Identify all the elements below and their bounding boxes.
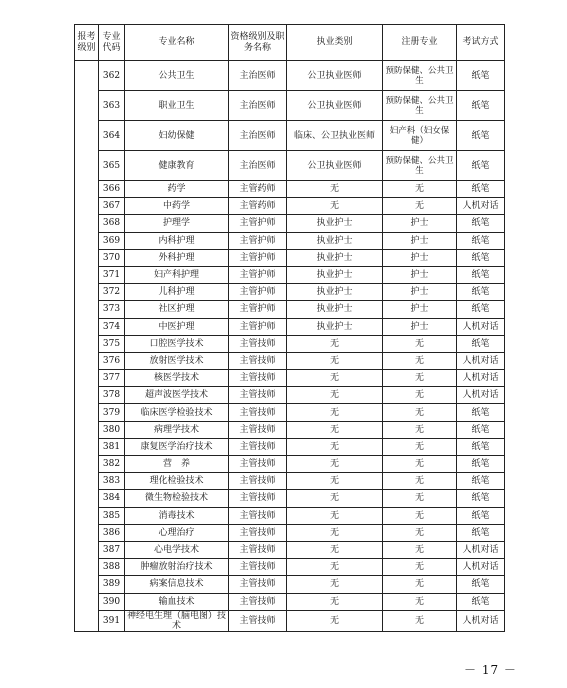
cell-code: 391 [99,610,125,631]
cell-name: 神经电生理（脑电图）技术 [125,610,229,631]
cell-name: 理化检验技术 [125,473,229,490]
cell-name: 超声波医学技术 [125,387,229,404]
table-row [75,352,505,369]
cell-registration: 无 [383,370,457,387]
cell-exam-method: 纸笔 [457,421,505,438]
cell-registration: 护士 [383,301,457,318]
cell-title: 主治医师 [229,151,287,181]
cell-exam-method: 纸笔 [457,181,505,198]
cell-title: 主管技师 [229,576,287,593]
table-row [75,198,505,215]
cell-title: 主管技师 [229,490,287,507]
cell-registration: 无 [383,181,457,198]
cell-exam-method: 纸笔 [457,438,505,455]
cell-category: 无 [287,198,383,215]
cell-name: 病理学技术 [125,421,229,438]
cell-category: 执业护士 [287,284,383,301]
table-row [75,507,505,524]
cell-name: 内科护理 [125,232,229,249]
cell-exam-method: 人机对话 [457,370,505,387]
cell-registration: 无 [383,404,457,421]
cell-category: 无 [287,541,383,558]
table-row [75,473,505,490]
cell-title: 主管药师 [229,181,287,198]
cell-category: 执业护士 [287,232,383,249]
table-row [75,266,505,283]
cell-registration: 无 [383,456,457,473]
cell-title: 主管护师 [229,266,287,283]
cell-code: 370 [99,249,125,266]
cell-code: 372 [99,284,125,301]
table-row [75,61,505,91]
cell-level-merged [75,61,99,632]
cell-registration: 无 [383,507,457,524]
cell-title: 主管技师 [229,559,287,576]
cell-exam-method: 纸笔 [457,232,505,249]
cell-registration: 无 [383,335,457,352]
cell-title: 主管技师 [229,541,287,558]
cell-category: 无 [287,473,383,490]
cell-registration: 无 [383,473,457,490]
cell-name: 妇产科护理 [125,266,229,283]
cell-title: 主管药师 [229,198,287,215]
cell-category: 执业护士 [287,215,383,232]
cell-code: 365 [99,151,125,181]
cell-title: 主管技师 [229,404,287,421]
cell-category: 无 [287,404,383,421]
cell-exam-method: 人机对话 [457,541,505,558]
cell-category: 无 [287,421,383,438]
cell-code: 376 [99,352,125,369]
cell-exam-method: 纸笔 [457,593,505,610]
cell-exam-method: 纸笔 [457,249,505,266]
cell-code: 389 [99,576,125,593]
cell-code: 386 [99,524,125,541]
cell-exam-method: 人机对话 [457,559,505,576]
cell-exam-method: 人机对话 [457,318,505,335]
table-row [75,490,505,507]
cell-registration: 护士 [383,249,457,266]
cell-code: 364 [99,121,125,151]
cell-title: 主管技师 [229,610,287,631]
cell-code: 390 [99,593,125,610]
cell-registration: 无 [383,490,457,507]
cell-category: 无 [287,490,383,507]
cell-title: 主治医师 [229,61,287,91]
cell-title: 主管技师 [229,352,287,369]
table-row [75,301,505,318]
cell-name: 心理治疗 [125,524,229,541]
table-row [75,387,505,404]
header-category: 执业类别 [287,25,383,61]
cell-category: 无 [287,610,383,631]
cell-name: 康复医学治疗技术 [125,438,229,455]
cell-name: 核医学技术 [125,370,229,387]
table-row [75,456,505,473]
cell-category: 无 [287,576,383,593]
table-row [75,559,505,576]
cell-exam-method: 纸笔 [457,335,505,352]
cell-name: 社区护理 [125,301,229,318]
cell-exam-method: 纸笔 [457,61,505,91]
table-row [75,151,505,181]
table-row [75,232,505,249]
cell-title: 主管技师 [229,473,287,490]
exam-specialty-table [74,24,505,632]
cell-registration: 无 [383,541,457,558]
cell-category: 执业护士 [287,266,383,283]
cell-exam-method: 人机对话 [457,198,505,215]
cell-category: 执业护士 [287,318,383,335]
table-row [75,593,505,610]
table-row [75,541,505,558]
cell-code: 384 [99,490,125,507]
cell-code: 374 [99,318,125,335]
cell-name: 临床医学检验技术 [125,404,229,421]
cell-name: 消毒技术 [125,507,229,524]
cell-title: 主管技师 [229,507,287,524]
cell-title: 主管护师 [229,249,287,266]
table-row [75,284,505,301]
cell-registration: 护士 [383,318,457,335]
cell-title: 主治医师 [229,91,287,121]
cell-name: 中药学 [125,198,229,215]
cell-category: 无 [287,524,383,541]
cell-category: 无 [287,438,383,455]
header-level: 报考级别 [75,25,99,61]
cell-registration: 无 [383,593,457,610]
cell-code: 373 [99,301,125,318]
table-row [75,370,505,387]
cell-registration: 预防保健、公共卫生 [383,91,457,121]
cell-name: 心电学技术 [125,541,229,558]
cell-registration: 护士 [383,284,457,301]
table-row [75,421,505,438]
cell-exam-method: 纸笔 [457,151,505,181]
cell-title: 主管护师 [229,215,287,232]
cell-name: 营 养 [125,456,229,473]
cell-exam-method: 纸笔 [457,473,505,490]
cell-exam-method: 纸笔 [457,301,505,318]
table-row [75,438,505,455]
cell-category: 无 [287,387,383,404]
cell-exam-method: 纸笔 [457,404,505,421]
cell-title: 主管技师 [229,421,287,438]
cell-category: 无 [287,507,383,524]
cell-name: 护理学 [125,215,229,232]
cell-code: 383 [99,473,125,490]
cell-code: 385 [99,507,125,524]
cell-name: 健康教育 [125,151,229,181]
cell-category: 临床、公卫执业医师 [287,121,383,151]
cell-category: 无 [287,352,383,369]
cell-name: 中医护理 [125,318,229,335]
cell-title: 主管技师 [229,593,287,610]
cell-registration: 无 [383,421,457,438]
cell-registration: 护士 [383,266,457,283]
cell-registration: 无 [383,610,457,631]
cell-title: 主管技师 [229,438,287,455]
table-row [75,610,505,631]
cell-title: 主管护师 [229,232,287,249]
cell-registration: 无 [383,352,457,369]
cell-code: 362 [99,61,125,91]
cell-code: 375 [99,335,125,352]
cell-name: 外科护理 [125,249,229,266]
header-exam-method: 考试方式 [457,25,505,61]
cell-registration: 护士 [383,215,457,232]
table-row [75,576,505,593]
cell-title: 主管技师 [229,524,287,541]
cell-title: 主管技师 [229,335,287,352]
cell-title: 主管护师 [229,284,287,301]
cell-name: 微生物检验技术 [125,490,229,507]
cell-code: 363 [99,91,125,121]
cell-title: 主治医师 [229,121,287,151]
table-header-row [75,25,505,61]
cell-category: 执业护士 [287,301,383,318]
cell-registration: 妇产科（妇女保健） [383,121,457,151]
cell-code: 387 [99,541,125,558]
table-row [75,91,505,121]
cell-exam-method: 纸笔 [457,507,505,524]
cell-exam-method: 纸笔 [457,91,505,121]
cell-category: 执业护士 [287,249,383,266]
cell-title: 主管护师 [229,301,287,318]
table-row [75,121,505,151]
cell-name: 药学 [125,181,229,198]
cell-exam-method: 纸笔 [457,215,505,232]
cell-registration: 无 [383,198,457,215]
cell-registration: 护士 [383,232,457,249]
cell-exam-method: 人机对话 [457,387,505,404]
page-number: － 17 － [464,663,517,677]
cell-registration: 预防保健、公共卫生 [383,61,457,91]
cell-title: 主管技师 [229,370,287,387]
cell-registration: 无 [383,438,457,455]
cell-category: 公卫执业医师 [287,61,383,91]
cell-title: 主管技师 [229,387,287,404]
table-row [75,215,505,232]
cell-category: 无 [287,181,383,198]
cell-exam-method: 纸笔 [457,524,505,541]
cell-category: 无 [287,370,383,387]
cell-registration: 无 [383,387,457,404]
table-row [75,249,505,266]
cell-exam-method: 人机对话 [457,610,505,631]
cell-name: 儿科护理 [125,284,229,301]
cell-code: 377 [99,370,125,387]
header-title: 资格级别及职务名称 [229,25,287,61]
cell-name: 口腔医学技术 [125,335,229,352]
cell-name: 放射医学技术 [125,352,229,369]
cell-code: 378 [99,387,125,404]
cell-category: 无 [287,559,383,576]
cell-exam-method: 纸笔 [457,266,505,283]
cell-name: 输血技术 [125,593,229,610]
cell-code: 382 [99,456,125,473]
cell-category: 公卫执业医师 [287,91,383,121]
cell-name: 公共卫生 [125,61,229,91]
cell-name: 病案信息技术 [125,576,229,593]
header-code: 专业代码 [99,25,125,61]
cell-exam-method: 纸笔 [457,121,505,151]
cell-exam-method: 纸笔 [457,456,505,473]
cell-exam-method: 纸笔 [457,284,505,301]
table-row [75,524,505,541]
header-name: 专业名称 [125,25,229,61]
cell-category: 无 [287,593,383,610]
cell-name: 职业卫生 [125,91,229,121]
table-row [75,404,505,421]
cell-exam-method: 人机对话 [457,352,505,369]
table-row [75,318,505,335]
cell-title: 主管技师 [229,456,287,473]
cell-name: 肿瘤放射治疗技术 [125,559,229,576]
cell-registration: 预防保健、公共卫生 [383,151,457,181]
cell-code: 381 [99,438,125,455]
cell-code: 379 [99,404,125,421]
cell-code: 371 [99,266,125,283]
cell-category: 公卫执业医师 [287,151,383,181]
cell-code: 367 [99,198,125,215]
table-row [75,335,505,352]
cell-code: 369 [99,232,125,249]
cell-registration: 无 [383,576,457,593]
cell-exam-method: 纸笔 [457,490,505,507]
cell-name: 妇幼保健 [125,121,229,151]
cell-exam-method: 纸笔 [457,576,505,593]
header-registration: 注册专业 [383,25,457,61]
cell-title: 主管护师 [229,318,287,335]
cell-code: 388 [99,559,125,576]
cell-code: 368 [99,215,125,232]
table-row [75,181,505,198]
cell-category: 无 [287,335,383,352]
cell-code: 366 [99,181,125,198]
cell-registration: 无 [383,559,457,576]
cell-category: 无 [287,456,383,473]
cell-registration: 无 [383,524,457,541]
cell-code: 380 [99,421,125,438]
